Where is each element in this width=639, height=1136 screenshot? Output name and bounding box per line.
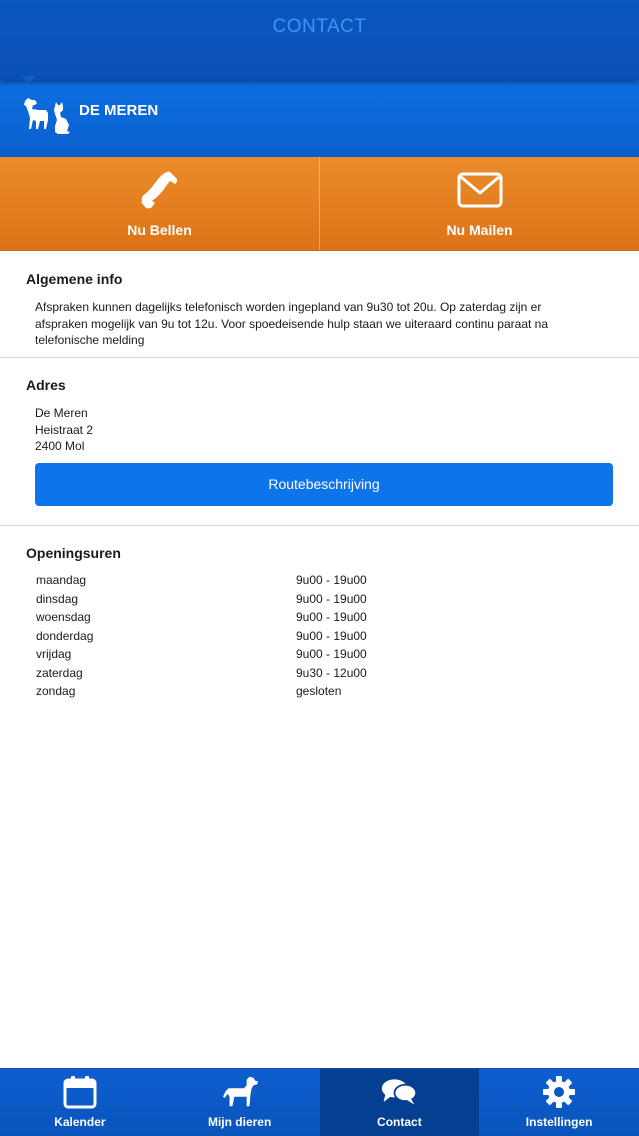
mail-icon [457, 169, 503, 211]
hours-time: gesloten [296, 684, 342, 698]
hours-day: vrijdag [36, 647, 72, 661]
address-line: Heistraat 2 [35, 422, 94, 437]
hours-time: 9u30 - 12u00 [296, 665, 367, 680]
hours-row [35, 573, 595, 592]
dog-icon [221, 1074, 259, 1110]
tab-instellingen[interactable] [479, 1069, 639, 1136]
hours-row [35, 647, 595, 666]
hours-time: 9u00 - 19u00 [296, 573, 367, 587]
address-section [0, 358, 639, 526]
hours-day: donderdag [36, 628, 94, 643]
general-info-text: Afspraken kunnen dagelijks telefonisch worden ingepland van 9u30 tot 20u. Op zaterdag zijn er afspraken mogelijk van 9u tot 12u. Voor spoedeisende hulp staan we uiteraard continu paraat na telefonische melding [35, 300, 549, 347]
navbar [0, 0, 639, 80]
tab-bar [0, 1068, 639, 1136]
address-line: De Meren [35, 406, 88, 420]
call-button-label: Nu Bellen [127, 222, 192, 238]
phone-icon [137, 169, 183, 211]
address-lines [35, 405, 93, 455]
contact-actions [0, 157, 639, 251]
tab-label: Mijn dieren [207, 1115, 272, 1129]
hours-time: 9u00 - 19u00 [296, 610, 367, 624]
general-info-section [0, 251, 639, 358]
hours-time: 9u00 - 19u00 [296, 647, 367, 661]
page-title: CONTACT [272, 16, 367, 37]
mail-button[interactable] [319, 157, 639, 250]
hours-row [35, 610, 595, 629]
hours-day: zondag [36, 684, 76, 698]
address-title: Adres [26, 377, 66, 393]
opening-hours-section [0, 526, 639, 726]
gear-icon [540, 1074, 578, 1110]
tab-label: Contact [377, 1115, 422, 1129]
opening-hours-table [35, 573, 595, 703]
hours-time: 9u00 - 19u00 [296, 591, 367, 606]
hours-row [35, 666, 595, 685]
practice-pointer [22, 76, 36, 83]
address-line: 2400 Mol [35, 439, 85, 453]
practice-name: DE MEREN [79, 102, 159, 119]
route-button[interactable]: Routebeschrijving [35, 463, 613, 506]
hours-row [35, 592, 595, 611]
chat-bubbles-icon [380, 1074, 418, 1110]
tab-contact[interactable] [320, 1069, 480, 1136]
hours-day: woensdag [36, 610, 91, 624]
tab-label: Kalender [54, 1115, 106, 1129]
tab-kalender[interactable] [0, 1069, 160, 1136]
general-info-title: Algemene info [26, 271, 123, 287]
mail-button-label: Nu Mailen [446, 222, 513, 238]
call-button[interactable] [0, 157, 319, 250]
dog-cat-icon [22, 96, 72, 136]
calendar-icon [61, 1074, 99, 1110]
tab-mijn-dieren[interactable] [160, 1069, 320, 1136]
tab-label: Instellingen [525, 1115, 593, 1129]
practice-header[interactable] [0, 80, 639, 157]
hours-time: 9u00 - 19u00 [296, 628, 367, 643]
hours-row [35, 629, 595, 648]
hours-day: maandag [36, 573, 87, 587]
hours-day: zaterdag [36, 665, 83, 680]
hours-row [35, 684, 595, 703]
hours-day: dinsdag [36, 591, 79, 606]
opening-hours-title: Openingsuren [26, 545, 121, 561]
